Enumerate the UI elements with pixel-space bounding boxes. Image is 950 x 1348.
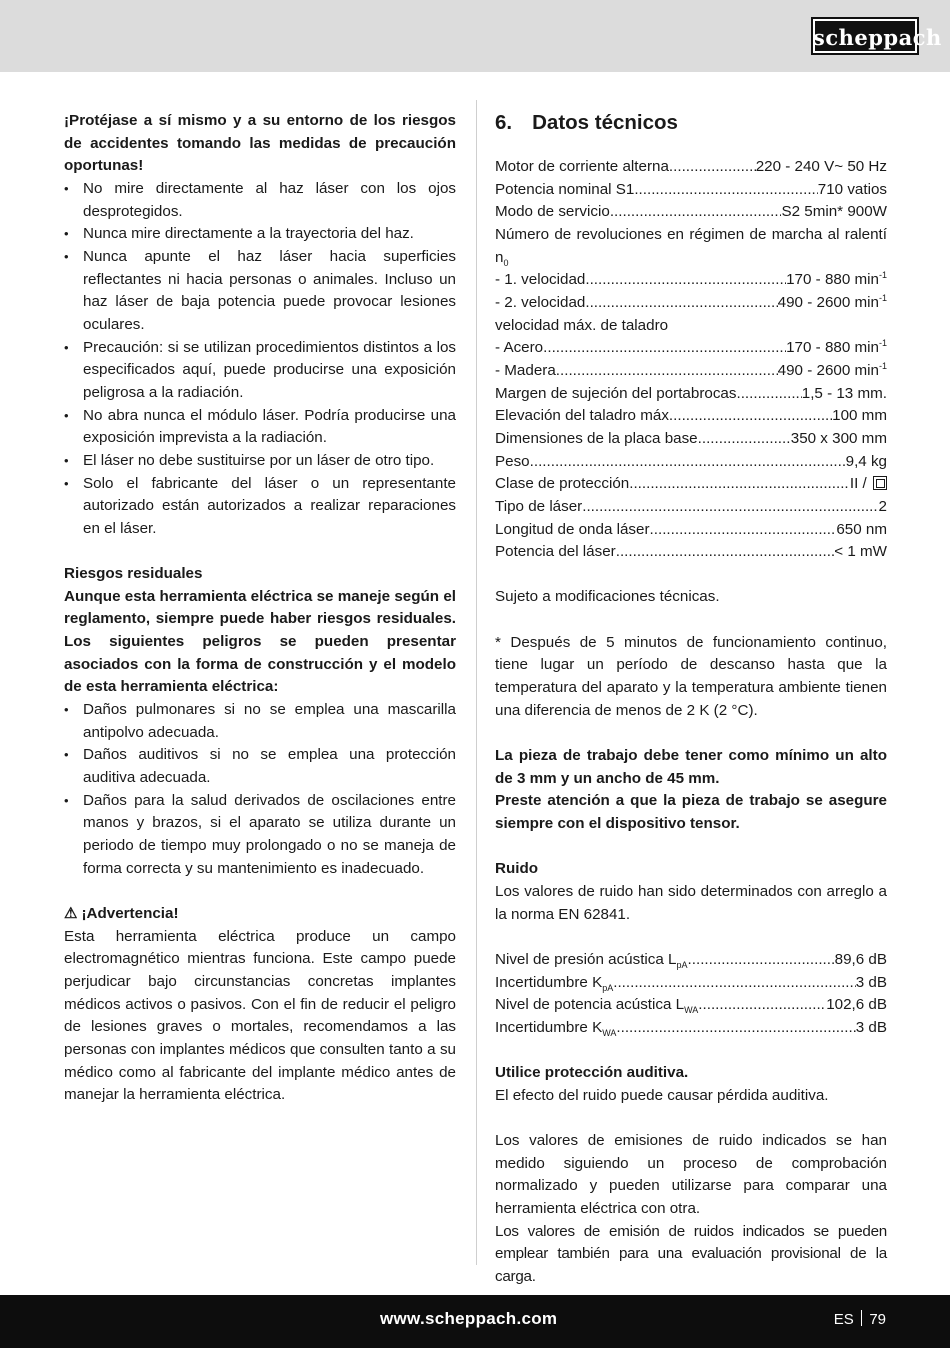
warning-heading: ¡Advertencia! [81, 904, 179, 922]
residual-risks-heading: Riesgos residuales [64, 565, 203, 583]
spec-row: - Acero ..... 170 - 880 $\min^{-1}$ [495, 337, 887, 360]
drill-speed-label: velocidad máx. de taladro [495, 316, 669, 334]
intro-bold-text: ¡Protéjase a sí mismo y a su entorno de los riesgos de accidentes tomando las medidas de precaución oportunas! [64, 112, 456, 175]
spec-row: Dimensiones de la placa base ..... 350 x 300 mm [495, 428, 887, 451]
section-title [495, 110, 887, 136]
list-item: • Precaución: si se utilizan procedimientos distintos a los especificados aquí, puede producirse una exposición peligrosa a la radiación. [64, 337, 456, 405]
laser-safety-list [64, 178, 456, 541]
spec-row: Peso ..... 9,4 kg [495, 451, 887, 474]
residual-risks-intro: Aunque esta herramienta eléctrica se maneje según el reglamento, siempre puede haber riesgos residuales. Los siguientes peligros se pueden presentar asociados con la forma de construcción y el modelo de esta herramienta eléctrica: [64, 587, 456, 696]
workpiece-clamp-note: Preste atención a que la pieza de trabajo se asegure siempre con el dispositivo tensor. [495, 792, 887, 832]
list-item: • No abra nunca el módulo láser. Podría producirse una exposición imprevista a la radiación. [64, 405, 456, 450]
spec-row: Potencia nominal S1 ..... 710 vatios [495, 179, 887, 202]
duty-cycle-footnote: * Después de 5 minutos de funcionamiento continuo, tiene lugar un período de descanso hasta que la temperatura del aparato y la temperatura ambiente tienen una diferencia de menos de 2 K (2 °C). [495, 633, 887, 719]
list-item: • Daños para la salud derivados de oscilaciones entre manos y brazos, si el aparato se utiliza durante un periodo de tiempo muy prolongado o no se maneja de forma correcta y su mantenimiento es inadecuado. [64, 790, 456, 881]
list-item: • No mire directamente al haz láser con los ojos desprotegidos. [64, 178, 456, 223]
spec-row: - Madera ..... 490 - 2600 $\min^{-1}$ [495, 360, 887, 383]
warning-triangle-icon: ⚠ [64, 904, 78, 922]
spec-row: Elevación del taladro máx ..... 100 mm [495, 405, 887, 428]
list-item: • Daños auditivos si no se emplea una protección auditiva adecuada. [64, 744, 456, 789]
spec-row: Motor de corriente alterna ..... 220 - 240 V~ 50 Hz [495, 156, 887, 179]
noise-heading: Ruido [495, 860, 539, 878]
spec-row-protection-class: Clase de protección ..... II / [495, 473, 887, 496]
page-number: 79 [869, 1311, 886, 1328]
warning-heading-line [64, 903, 456, 926]
rpm-label: Número de revoluciones en régimen de marcha al ralentí $n_0$ [495, 225, 887, 268]
footer-page-indicator [834, 1310, 886, 1328]
noise-spec-row: Nivel de potencia acústica $L_{WA}$ ..... 102,6 dB [495, 994, 887, 1017]
workpiece-size-note: La pieza de trabajo debe tener como mínimo un alto de 3 mm y un ancho de 45 mm. [495, 747, 887, 787]
noise-spec-row: Nivel de presión acústica $L_{pA}$ ..... 89,6 dB [495, 949, 887, 972]
header-band [0, 0, 950, 72]
list-item: • El láser no debe sustituirse por un láser de otro tipo. [64, 450, 456, 473]
noise-spec-row: Incertidumbre $K_{WA}$ ..... 3 dB [495, 1017, 887, 1040]
column-divider [476, 100, 477, 1265]
emission-text: Los valores de emisiones de ruido indicados se han medido siguiendo un proceso de comprobación normalizado y pueden utilizarse para comparar una herramienta eléctrica con otra. [495, 1132, 887, 1218]
right-column [495, 110, 887, 1289]
subject-to-change: Sujeto a modificaciones técnicas. [495, 588, 720, 606]
spec-row: Longitud de onda láser ..... 650 nm [495, 519, 887, 542]
noise-intro: Los valores de ruido han sido determinados con arreglo a la norma EN 62841. [495, 882, 887, 923]
section-title-text: Datos técnicos [532, 111, 678, 134]
footer-bar [0, 1295, 950, 1348]
section-number: 6. [495, 111, 513, 134]
hearing-protection-text: El efecto del ruido puede causar pérdida auditiva. [495, 1086, 829, 1104]
emission-text-2: Los valores de emisión de ruidos indicados se pueden emplear también para una evaluación provisional de la carga. [495, 1222, 887, 1286]
left-column [64, 110, 456, 1107]
spec-row: - 2. velocidad ..... 490 - 2600 $\min^{-1}$ [495, 292, 887, 315]
noise-spec-row: Incertidumbre $K_{pA}$ ..... 3 dB [495, 972, 887, 995]
spec-row: - 1. velocidad ..... 170 - 880 $\min^{-1}$ [495, 269, 887, 292]
spec-row: Tipo de láser ..... 2 [495, 496, 887, 519]
language-code: ES [833, 1311, 854, 1328]
footer-website-link[interactable]: www.scheppach.com [380, 1309, 558, 1328]
warning-text: Esta herramienta eléctrica produce un campo electromagnético mientras funciona. Este campo puede perjudicar bajo circunstancias concretas implantes médicos activos o pasivos. Con el fin de reducir el peligro de lesiones graves o mortales, recomendamos a las personas con implantes médicos que consulten tanto a su médico como al fabricante del implante médico antes de manejar la herramienta eléctrica. [64, 927, 456, 1104]
spec-row: Modo de servicio ..... S2 5min* 900W [495, 201, 887, 224]
spec-row: Potencia del láser ..... < 1 mW [495, 541, 887, 564]
residual-risks-list [64, 699, 456, 880]
hearing-protection-heading: Utilice protección auditiva. [495, 1064, 689, 1082]
protection-class-ii-icon [873, 476, 887, 490]
list-item: • Nunca apunte el haz láser hacia superficies reflectantes ni hacia personas o animales. Incluso un haz láser de baja potencia puede provocar lesiones oculares. [64, 246, 456, 337]
scheppach-logo: scheppach [811, 17, 919, 55]
list-item: • Nunca mire directamente a la trayectoria del haz. [64, 223, 456, 246]
list-item: • Daños pulmonares si no se emplea una mascarilla antipolvo adecuada. [64, 699, 456, 744]
list-item: • Solo el fabricante del láser o un representante autorizado están autorizados a realizar reparaciones en el láser. [64, 473, 456, 541]
spec-row: Margen de sujeción del portabrocas ..... 1,5 - 13 mm. [495, 383, 887, 406]
